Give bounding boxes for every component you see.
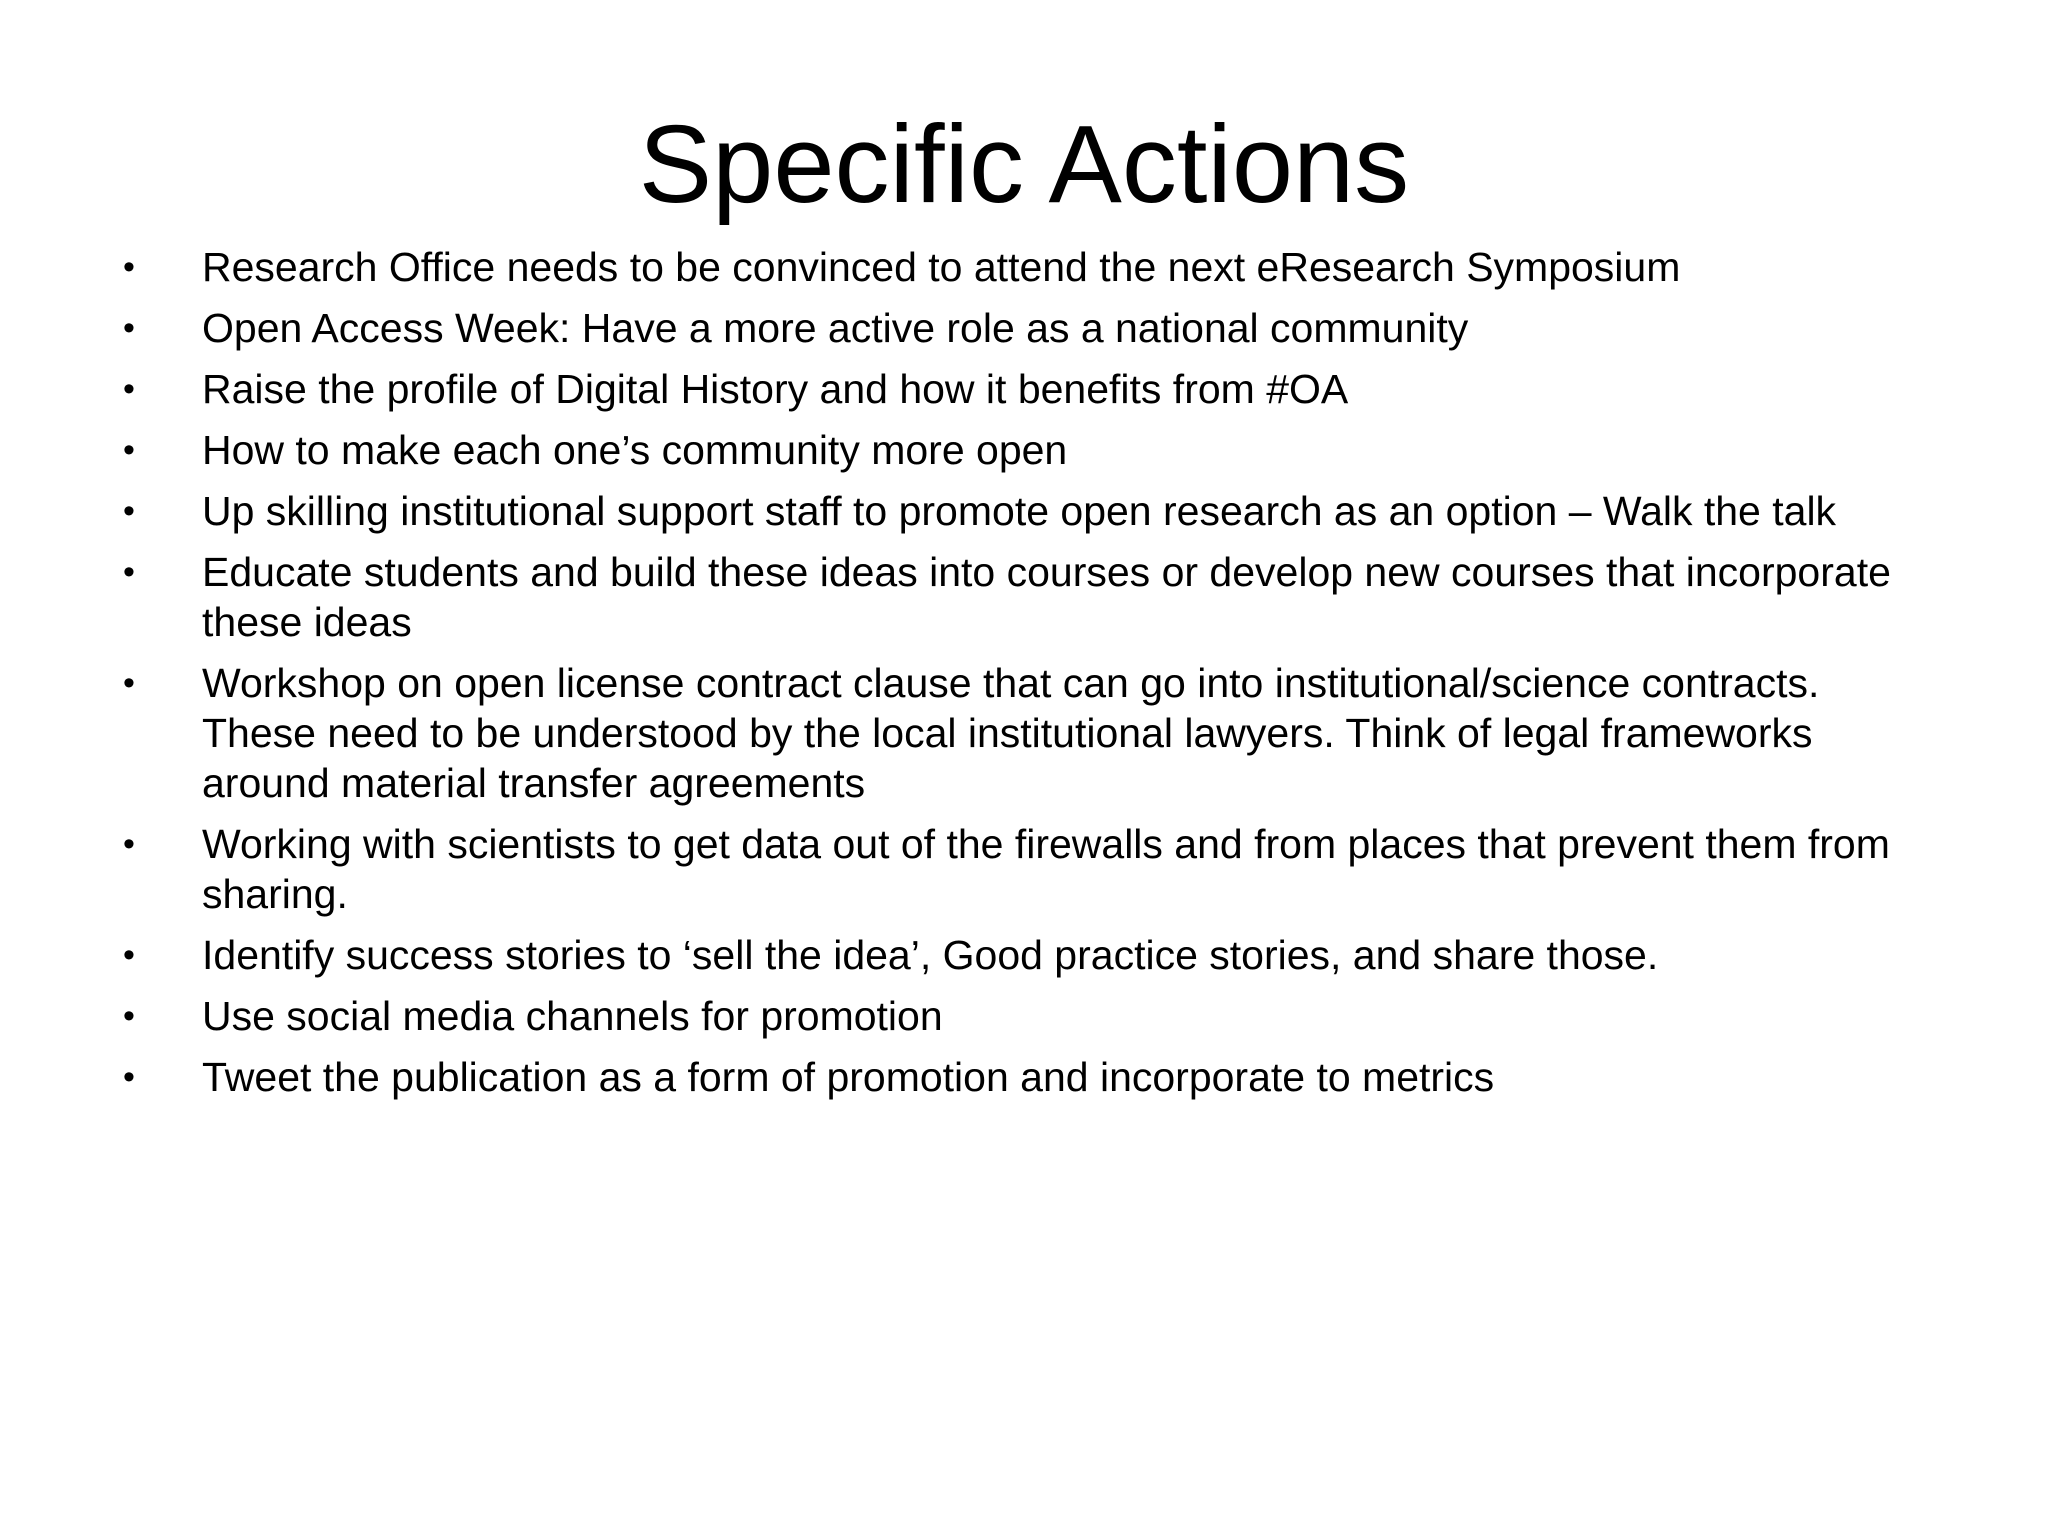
- bullet-item: [120, 819, 1940, 919]
- bullet-icon: •: [123, 553, 135, 591]
- bullet-text: Open Access Week: Have a more active role as a national community: [202, 305, 1469, 351]
- bullet-item: [120, 991, 1940, 1041]
- bullet-icon: •: [123, 825, 135, 863]
- bullet-text: Tweet the publication as a form of promotion and incorporate to metrics: [202, 1054, 1495, 1100]
- bullet-text: Research Office needs to be convinced to attend the next eResearch Symposium: [202, 244, 1681, 290]
- bullet-icon: •: [123, 248, 135, 286]
- bullet-item: [120, 547, 1940, 647]
- bullet-text: Working with scientists to get data out of the firewalls and from places that prevent them from sharing.: [202, 821, 1890, 917]
- bullet-icon: •: [123, 431, 135, 469]
- bullet-text: Up skilling institutional support staff to promote open research as an option – Walk the talk: [202, 488, 1837, 534]
- bullet-item: [120, 425, 1940, 475]
- bullet-item: [120, 364, 1940, 414]
- bullet-icon: •: [123, 997, 135, 1035]
- bullet-item: [120, 1052, 1940, 1102]
- slide-title: Specific Actions: [638, 103, 1410, 226]
- bullet-item: [120, 242, 1940, 292]
- bullet-text: Workshop on open license contract clause that can go into institutional/science contracts. These need to be understood by the local institutional lawyers. Think of legal frameworks around material transfer agreements: [202, 660, 1820, 806]
- bullet-item: [120, 303, 1940, 353]
- bullet-icon: •: [123, 370, 135, 408]
- bullet-text: Educate students and build these ideas into courses or develop new courses that incorporate these ideas: [202, 549, 1891, 645]
- bullet-icon: •: [123, 664, 135, 702]
- bullet-text: Use social media channels for promotion: [202, 993, 943, 1039]
- bullet-icon: •: [123, 936, 135, 974]
- bullet-text: Raise the profile of Digital History and how it benefits from #OA: [202, 366, 1349, 412]
- bullet-item: [120, 486, 1940, 536]
- bullet-text: How to make each one’s community more open: [202, 427, 1068, 473]
- bullet-item: [120, 658, 1940, 808]
- bullet-text: Identify success stories to ‘sell the idea’, Good practice stories, and share those.: [202, 932, 1659, 978]
- bullet-list: [120, 242, 1940, 1113]
- bullet-icon: •: [123, 1058, 135, 1096]
- bullet-icon: •: [123, 492, 135, 530]
- bullet-icon: •: [123, 309, 135, 347]
- bullet-item: [120, 930, 1940, 980]
